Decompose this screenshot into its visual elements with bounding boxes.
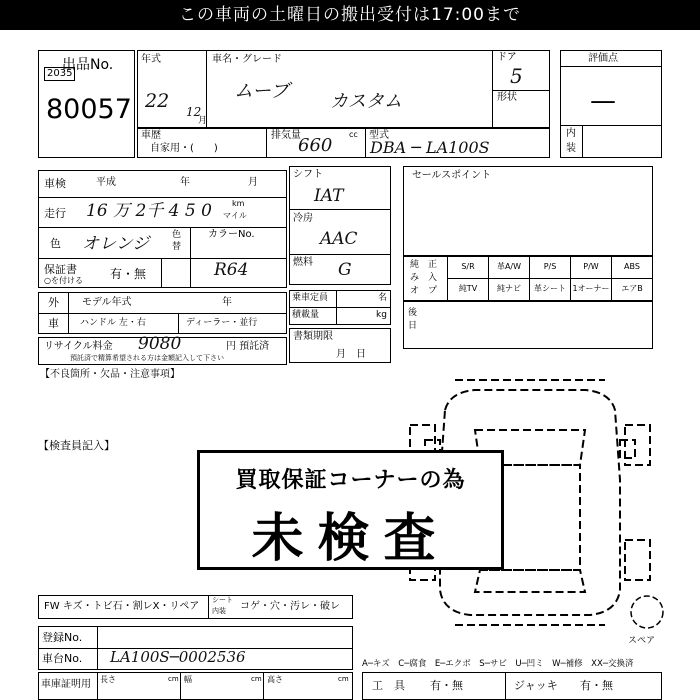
aftermarket-label-1: 後 — [408, 308, 418, 318]
option-abs: ABS — [624, 262, 640, 271]
warranty-label: 保証書 — [44, 263, 77, 276]
color-no-value: R64 — [214, 260, 249, 280]
car-grade: カスタム — [330, 91, 402, 112]
aftermarket-label-2: 日 — [408, 321, 418, 331]
docs-label: 書類期限 — [293, 331, 333, 342]
option-genuine-navi: 純ナビ — [497, 284, 521, 293]
equip-label-1: 純 — [410, 260, 420, 270]
doors-label: ドア — [497, 52, 517, 63]
fuel-value: G — [338, 260, 352, 280]
aftermarket-box — [403, 301, 653, 349]
cert-height: 高さ — [267, 675, 283, 684]
equip-label-3: み — [410, 273, 420, 283]
import-label-1: 外 — [48, 296, 59, 309]
displacement-value: 660 — [298, 135, 333, 156]
capacity-label: 乗車定員 — [292, 293, 329, 303]
warranty-options: 有・無 — [110, 267, 147, 281]
stamp-line-2: 未検査 — [251, 509, 450, 569]
rating-label: 評価点 — [588, 53, 618, 64]
option-power-window: P/W — [583, 262, 599, 271]
cert-length: 長さ — [100, 675, 116, 684]
interior-label-2: 装 — [566, 143, 576, 154]
equip-label-5: オ — [410, 286, 420, 296]
recycle-note: 預託済で精算希望される方は金額記入して下さい — [70, 354, 224, 362]
color-no-label: カラーNo. — [208, 229, 255, 240]
year-value: 22 — [145, 90, 170, 112]
sales-point-label: セールスポイント — [412, 170, 492, 181]
load-unit: kg — [376, 310, 387, 320]
rating-value: — — [590, 86, 616, 116]
tools-options: 有・無 — [430, 679, 463, 692]
month-value: 12 — [186, 105, 202, 119]
equip-label-4: 入 — [428, 273, 438, 283]
import-label-2: 車 — [48, 317, 59, 330]
ac-value: AAC — [320, 229, 358, 249]
spare-label: スペア — [628, 636, 656, 646]
option-leather-seat: 革シート — [534, 284, 566, 293]
shift-value: IAT — [314, 186, 344, 206]
shift-label: シフト — [293, 169, 323, 180]
displacement-label: 排気量 — [271, 130, 301, 141]
uninspected-stamp — [197, 450, 504, 570]
option-one-owner: 1オーナー — [572, 284, 610, 293]
damage-code-legend: A─キズ C─腐食 E─エクボ S─サビ U─凹ミ W─補修 XX─交換済 — [362, 659, 634, 669]
cert-length-unit: cm — [168, 675, 179, 683]
model-year-unit: 年 — [222, 297, 232, 308]
history-label: 車歴 — [141, 130, 161, 141]
option-leather-aw: 革A/W — [496, 262, 522, 271]
option-airbag: エアB — [621, 284, 643, 293]
warranty-sub: ○を付ける — [44, 276, 83, 285]
recycle-unit: 円 預託済 — [226, 341, 270, 352]
inspector-label: 【検査員記入】 — [38, 439, 115, 452]
color-label: 色 — [50, 237, 61, 250]
option-power-steering: P/S — [543, 262, 557, 271]
history-value: 自家用・( ) — [150, 143, 218, 154]
tools-jack-box — [362, 672, 662, 700]
displacement-unit: cc — [349, 130, 358, 139]
option-genuine-tv: 純TV — [458, 284, 478, 293]
mileage-unit-mile: マイル — [223, 211, 247, 220]
chassis-label: 車台No. — [42, 652, 83, 665]
registration-label: 登録No. — [42, 631, 83, 644]
lot-tag: 2035 — [44, 67, 75, 81]
inspection-label: 車検 — [44, 177, 66, 190]
inspection-month: 月 — [248, 177, 258, 188]
recycle-label: リサイクル料金 — [44, 341, 113, 352]
equip-label-6: プ — [428, 286, 438, 296]
name-grade-label: 車名・グレード — [212, 54, 282, 65]
model-label: 型式 — [369, 130, 389, 141]
car-name: ムーブ — [234, 80, 290, 102]
dealer-label: ディーラー・並行 — [186, 318, 258, 328]
mileage-label: 走行 — [44, 207, 66, 220]
doors-value: 5 — [510, 64, 523, 88]
color-change-1: 色 — [172, 230, 182, 240]
tools-label: 工 具 — [372, 679, 405, 692]
fw-text: FW キズ・トビ石・割レX・リペア — [44, 601, 200, 612]
docs-unit: 月 日 — [336, 349, 366, 360]
ac-label: 冷房 — [293, 213, 313, 224]
inspection-year: 年 — [180, 177, 190, 188]
month-unit: 月 — [198, 116, 208, 126]
equip-label-2: 正 — [428, 260, 438, 270]
interior-label-1: 内 — [566, 128, 576, 139]
cert-height-unit: cm — [338, 675, 349, 683]
model-year-label: モデル年式 — [82, 297, 132, 308]
saturday-pickup-banner: この車両の土曜日の搬出受付は17:00まで — [0, 0, 700, 30]
load-label: 積載量 — [292, 310, 320, 320]
recycle-value: 9080 — [138, 334, 182, 354]
defects-label: 【不良箇所・欠品・注意事項】 — [40, 369, 180, 380]
color-value: オレンジ — [82, 234, 150, 254]
cert-width-unit: cm — [251, 675, 262, 683]
handle-label: ハンドル 左・右 — [80, 318, 146, 328]
color-change-2: 替 — [172, 242, 182, 252]
jack-options: 有・無 — [580, 679, 613, 692]
mileage-unit-km: km — [232, 199, 245, 208]
year-label: 年式 — [141, 54, 161, 65]
capacity-unit: 名 — [378, 293, 388, 303]
model-value: DBA ─ LA100S — [370, 138, 490, 157]
inspection-era: 平成 — [96, 177, 116, 188]
garage-cert-label: 車庫証明用 — [41, 679, 91, 690]
lot-number: 80057 — [46, 94, 132, 125]
fuel-label: 燃料 — [293, 257, 313, 268]
chassis-value: LA100S─0002536 — [110, 648, 246, 666]
seat-label-1: シート — [212, 596, 233, 604]
cert-width: 幅 — [184, 675, 192, 684]
jack-label: ジャッキ — [514, 679, 558, 692]
seat-text: コゲ・穴・汚レ・破レ — [240, 601, 340, 612]
shape-label: 形状 — [497, 92, 517, 103]
lot-label: 出品No. — [62, 57, 114, 73]
seat-label-2: 内装 — [212, 607, 226, 615]
mileage-value: 16 万 2千 4 5 0 — [86, 201, 212, 221]
option-sunroof: S/R — [461, 262, 475, 271]
stamp-line-1: 買取保証コーナーの為 — [235, 468, 466, 493]
